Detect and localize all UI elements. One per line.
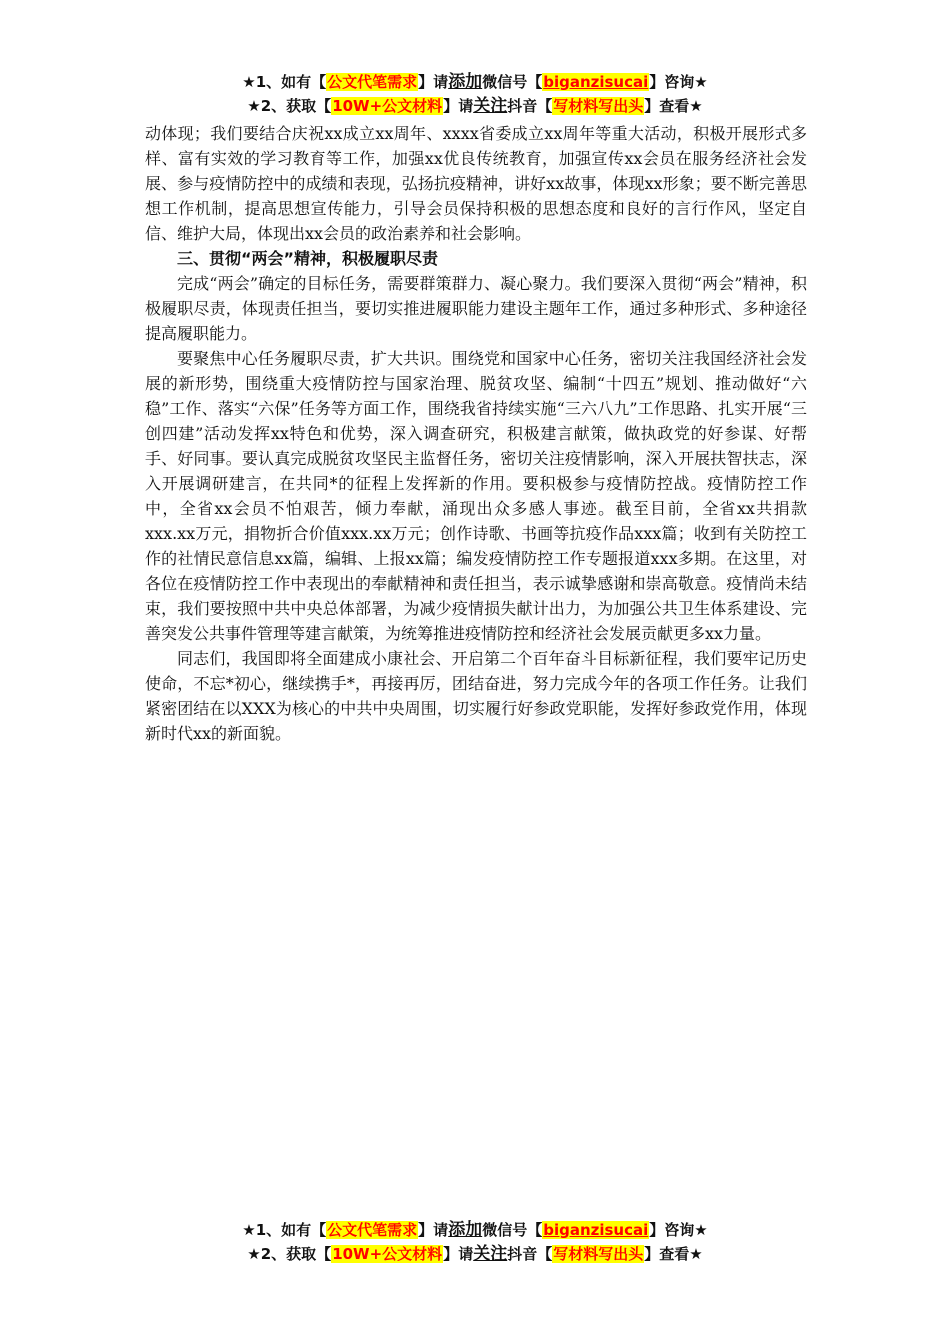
paragraph-4: 同志们，我国即将全面建成小康社会、开启第二个百年奋斗目标新征程，我们要牢记历史使命，不忘*初心，继续携手*，再接再厉，团结奋进，努力完成今年的各项工作任务。让我们紧密团结在以XXX为核心的中共中央周围，切实履行好参政党职能，发挥好参政党作用，体现新时代xx的新面貌。	[145, 649, 807, 743]
highlight-materials: 10W+公文材料	[332, 97, 443, 115]
wechat-id[interactable]: biganzisucai	[543, 1221, 649, 1239]
banner-line-2: ★2、获取【10W+公文材料】请关注抖音【写材料写出头】查看★	[247, 96, 703, 116]
footer-banner	[0, 1218, 950, 1266]
douyin-account[interactable]: 写材料写出头	[553, 1245, 644, 1263]
banner-line-2: ★2、获取【10W+公文材料】请关注抖音【写材料写出头】查看★	[247, 1244, 703, 1264]
paragraph-1: 动体现；我们要结合庆祝xx成立xx周年、xxxx省委成立xx周年等重大活动，积极开展形式多样、富有实效的学习教育等工作，加强xx优良传统教育，加强宣传xx会员在服务经济社会发展、参与疫情防控中的成绩和表现，弘扬抗疫精神，讲好xx故事，体现xx形象；要不断完善思想工作机制，提高思想宣传能力，引导会员保持积极的思想态度和良好的言行作风，坚定自信、维护大局，体现出xx会员的政治素养和社会影响。	[145, 124, 807, 243]
banner-line-1: ★1、如有【公文代笔需求】请添加微信号【biganzisucai】咨询★	[242, 72, 708, 92]
star-icon: ★	[247, 1245, 261, 1263]
highlight-ghost-writing: 公文代笔需求	[327, 1221, 418, 1239]
paragraph-3: 要聚焦中心任务履职尽责，扩大共识。围绕党和国家中心任务，密切关注我国经济社会发展的新形势，围绕重大疫情防控与国家治理、脱贫攻坚、编制“十四五”规划、推动做好“六稳”工作、落实“六保”任务等方面工作，围绕我省持续实施“三六八九”工作思路、扎实开展“三创四建”活动发挥xx特色和优势，深入调查研究，积极建言献策，做执政党的好参谋、好帮手、好同事。要认真完成脱贫攻坚民主监督任务，密切关注疫情影响，深入开展扶智扶志，深入开展调研建言，在共同*的征程上发挥新的作用。要积极参与疫情防控战。疫情防控工作中，全省xx会员不怕艰苦，倾力奉献，涌现出众多感人事迹。截至目前，全省xx共捐款xxx.xx万元，捐物折合价值xxx.xx万元；创作诗歌、书画等抗疫作品xxx篇；收到有关防控工作的社情民意信息xx篇，编辑、上报xx篇；编发疫情防控工作专题报道xxx多期。在这里，对各位在疫情防控工作中表现出的奉献精神和责任担当，表示诚挚感谢和崇高敬意。疫情尚未结束，我们要按照中共中央总体部署，为减少疫情损失献计出力，为加强公共卫生体系建设、完善突发公共事件管理等建言献策，为统筹推进疫情防控和经济社会发展贡献更多xx力量。	[145, 349, 807, 643]
header-banner	[0, 70, 950, 118]
section-heading: 三、贯彻“两会”精神，积极履职尽责	[177, 249, 439, 268]
highlight-materials: 10W+公文材料	[332, 1245, 443, 1263]
star-icon: ★	[247, 97, 261, 115]
star-icon: ★	[242, 1221, 256, 1239]
banner-line-1: ★1、如有【公文代笔需求】请添加微信号【biganzisucai】咨询★	[242, 1220, 708, 1240]
paragraph-2: 完成“两会”确定的目标任务，需要群策群力、凝心聚力。我们要深入贯彻“两会”精神，积极履职尽责，体现责任担当，要切实推进履职能力建设主题年工作，通过多种形式、多种途径提高履职能力。	[145, 274, 807, 343]
douyin-account[interactable]: 写材料写出头	[553, 97, 644, 115]
wechat-id[interactable]: biganzisucai	[543, 73, 649, 91]
document-body	[145, 121, 807, 746]
star-icon: ★	[242, 73, 256, 91]
highlight-ghost-writing: 公文代笔需求	[327, 73, 418, 91]
